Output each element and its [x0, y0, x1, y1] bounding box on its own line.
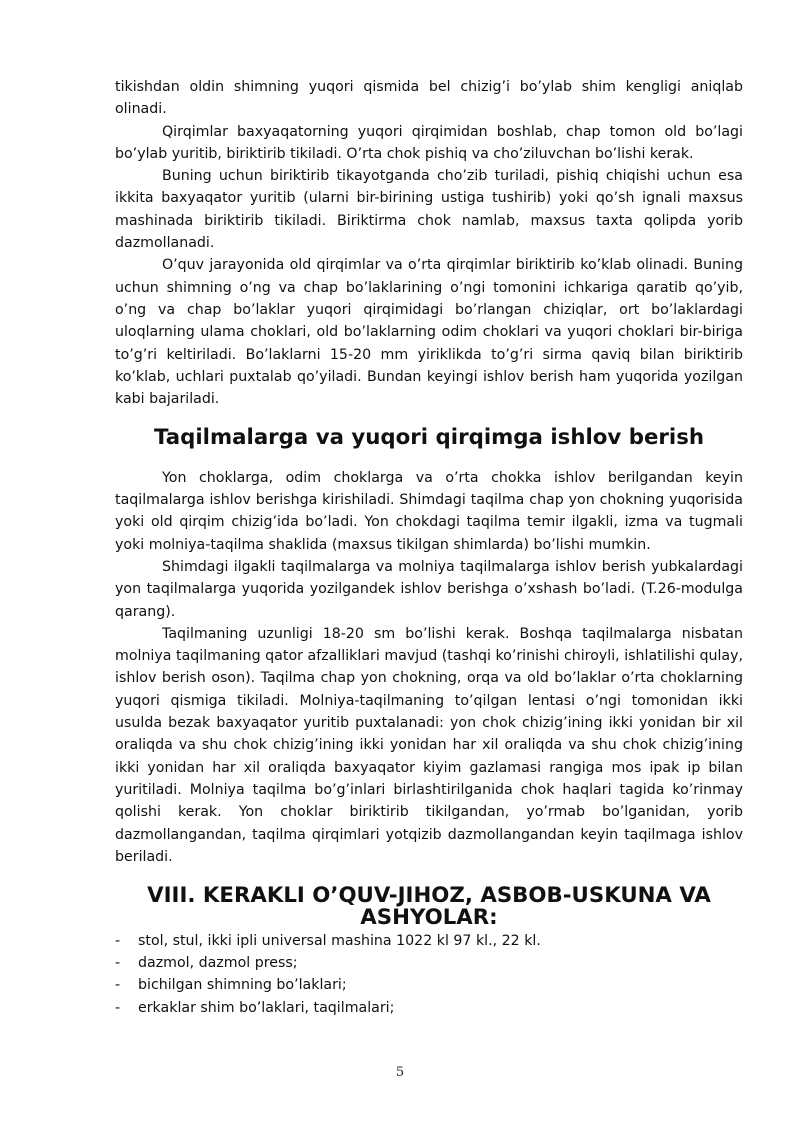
list-item [115, 952, 743, 974]
section-heading: Taqilmalarga va yuqori qirqimga ishlov berish [153, 425, 705, 451]
list-item [115, 997, 743, 1019]
list-item [115, 974, 743, 996]
paragraph: Yon choklarga, odim choklarga va o’rta chokka ishlov berilgandan keyin taqilmalarga ishlov berishga kirishiladi. Shimdagi taqilma chap yon chokning yuqorisida yoki old qirqim chizig’ida bo’ladi. Yon chokdagi taqilma temir ilgakli, izma va tugmali yoki molniya-taqilma shaklida (maxsus tikilgan shimlarda) bo’lishi mumkin. [115, 469, 743, 553]
list-item [115, 930, 743, 952]
paragraph: Qirqimlar baxyaqatorning yuqori qirqimidan boshlab, chap tomon old bo’lagi bo’ylab yuritib, biriktirib tikiladi. O’rta chok pishiq va cho’ziluvchan bo’lishi kerak. [115, 123, 743, 162]
list-marker: - [115, 954, 121, 971]
list-item-text: dazmol, dazmol press; [138, 954, 298, 971]
list-item-text: stol, stul, ikki ipli universal mashina 1022 kl 97 kl., 22 kl. [138, 932, 541, 949]
paragraph: O’quv jarayonida old qirqimlar va o’rta qirqimlar biriktirib ko’klab olinadi. Buning uchun shimning o’ng va chap bo’laklarining o’ngi tomonini ichkariga qaratib qo’yib, o’ng va chap bo’laklar yuqori qirqimidagi bo’rlangan chiziqlar, ort bo’laklardagi uloqlarning ulama choklari, old bo’laklarning odim choklari va yuqori choklari bir-biriga to’g’ri keltiriladi. Bo’laklarni 15-20 mm yiriklikda to’g’ri sirma qaviq bilan biriktirib ko’klab, uchlari puxtalab qo’yiladi. Bundan keyingi ishlov berish ham yuqorida yozilgan kabi bajariladi. [115, 257, 743, 408]
paragraph: Taqilmaning uzunligi 18-20 sm bo’lishi kerak. Boshqa taqilmalarga nisbatan molniya taqilmaning qator afzalliklari mavjud (tashqi ko’rinishi chiroyli, ishlatilishi qulay, ishlov berish oson). Taqilma chap yon chokning, orqa va old bo’laklar o’rta choklarning yuqori qismiga tikiladi. Molniya-taqilmaning to’qilgan lentasi o’ngi tomonidan ikki usulda bezak baxyaqator yuritib puxtalanadi: yon chok chizig’ining ikki yonidan bir xil oraliqda va shu chok chizig’ining ikki yonidan har xil oraliqda va shu chok chizig’ining ikki yonidan har xil oraliqda baxyaqator kiyim gazlamasi rangiga mos ipak ip bilan yuritiladi. Molniya taqilma bo’g’inlari birlashtirilganida chok haqlari tagida ko’rinmay qolishi kerak. Yon choklar biriktirib tikilgandan, yo’rmab bo’lganidan, yorib dazmollangandan, taqilma qirqimlari yotqizib dazmollangandan keyin taqilmaga ishlov beriladi. [115, 625, 743, 865]
list-marker: - [115, 999, 121, 1016]
page-number: 5 [395, 1065, 405, 1080]
list-item-text: bichilgan shimning bo’laklari; [138, 977, 347, 994]
document-page [115, 76, 743, 1019]
equipment-list [115, 930, 743, 1019]
list-marker: - [115, 932, 121, 949]
paragraph: Shimdagi ilgakli taqilmalarga va molniya taqilmalarga ishlov berish yubkalardagi yon taqilmalarga yuqorida yozilgandek ishlov berishga o’xshash bo’ladi. (T.26-modulga qarang). [115, 558, 743, 620]
list-item-text: erkaklar shim bo’laklari, taqilmalari; [138, 999, 395, 1016]
paragraph: tikishdan oldin shimning yuqori qismida bel chizig’i bo’ylab shim kengligi aniqlab olinadi. [115, 79, 743, 118]
paragraph: Buning uchun biriktirib tikayotganda cho’zib turiladi, pishiq chiqishi uchun esa ikkita baxyaqator yuritib (ularni bir-birining ustiga tushirib) yoki qo’sh ignali maxsus mashinada biriktirib tikiladi. Biriktirma chok namlab, maxsus taxta qolipda yorib dazmollanadi. [115, 168, 743, 252]
list-marker: - [115, 977, 121, 994]
equipment-heading: VIII. KERAKLI O’QUV-JIHOZ, ASBOB-USKUNA VA ASHYOLAR: [147, 883, 711, 931]
